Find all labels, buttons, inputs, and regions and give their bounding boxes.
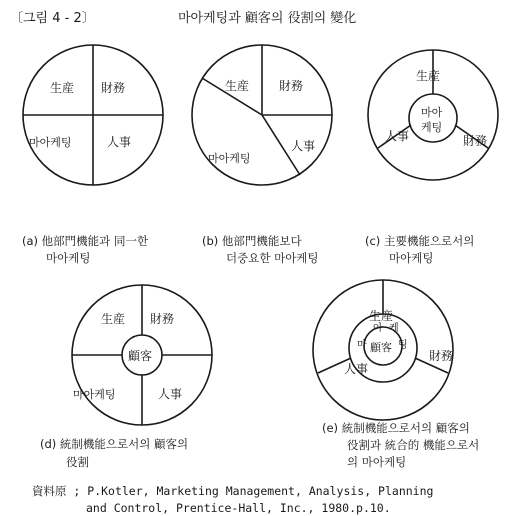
label-marketing-a: 마아케팅 xyxy=(29,136,72,149)
label-finance-d: 財務 xyxy=(150,312,175,326)
label-production-d: 生産 xyxy=(101,312,126,326)
source-line1: 資料原 ; P.Kotler, Marketing Management, Analysis, Planning xyxy=(32,484,434,498)
diagram-b xyxy=(192,45,332,185)
label-finance-e: 財務 xyxy=(429,349,454,363)
label-production-c: 生産 xyxy=(416,69,441,83)
label-personnel-a: 人事 xyxy=(107,135,132,149)
diagram-e xyxy=(313,280,453,420)
caption-e-line1: (e) 統制機能으로서의 顧客의 xyxy=(322,421,470,435)
caption-d-line2: 役割 xyxy=(66,455,89,469)
caption-d-line1: (d) 統制機能으로서의 顧客의 xyxy=(40,437,189,451)
captions-row-1 xyxy=(22,234,474,265)
label-personnel-e: 人事 xyxy=(344,362,369,376)
label-ring-ma-e: 마 xyxy=(357,340,367,351)
label-production-b: 生産 xyxy=(225,79,250,93)
label-ring-ke-e: 케 xyxy=(389,323,399,334)
caption-b-line1: (b) 他部門機能보다 xyxy=(202,234,302,248)
caption-e-line2: 役割과 統合的 機能으로서 xyxy=(347,438,480,452)
label-finance-b: 財務 xyxy=(279,79,304,93)
label-finance-a: 財務 xyxy=(101,81,126,95)
label-marketing-b: 마아케팅 xyxy=(208,152,251,165)
caption-a-line1: (a) 他部門機能과 同一한 xyxy=(22,234,149,248)
diagram-d xyxy=(72,285,212,425)
label-marketing-d: 마아케팅 xyxy=(73,388,116,401)
figure-label: 〔그림 4 - 2〕 xyxy=(10,11,95,26)
label-production-e: 生産 xyxy=(369,309,394,323)
figure-title: 마아케팅과 顧客의 役割의 變化 xyxy=(178,11,357,26)
label-ring-ting-e: 팅 xyxy=(398,340,408,351)
caption-b-line2: 더중요한 마아케팅 xyxy=(226,251,319,265)
label-personnel-b: 人事 xyxy=(291,139,316,153)
label-finance-c: 財務 xyxy=(463,134,488,148)
label-marketing-top-c: 마아 xyxy=(421,106,443,119)
diagram-a xyxy=(23,45,163,185)
caption-e-line3: 의 마아케팅 xyxy=(347,455,407,469)
label-customer-e: 顧客 xyxy=(370,341,392,354)
label-marketing-bottom-c: 케팅 xyxy=(421,121,443,134)
label-personnel-d: 人事 xyxy=(158,387,183,401)
diagram-c xyxy=(368,50,498,180)
label-personnel-c: 人事 xyxy=(385,129,410,143)
source-line2: and Control, Prentice-Hall, Inc., 1980.p.10. xyxy=(86,501,391,515)
source-citation xyxy=(32,484,433,515)
label-ring-a-e: 아 xyxy=(373,323,383,334)
label-customer-d: 顧客 xyxy=(128,349,153,363)
caption-c-line2: 마아케팅 xyxy=(389,251,434,265)
captions-row-2 xyxy=(40,421,479,469)
caption-c-line1: (c) 主要機能으로서의 xyxy=(365,234,475,248)
caption-a-line2: 마아케팅 xyxy=(46,251,91,265)
label-production-a: 生産 xyxy=(50,81,75,95)
